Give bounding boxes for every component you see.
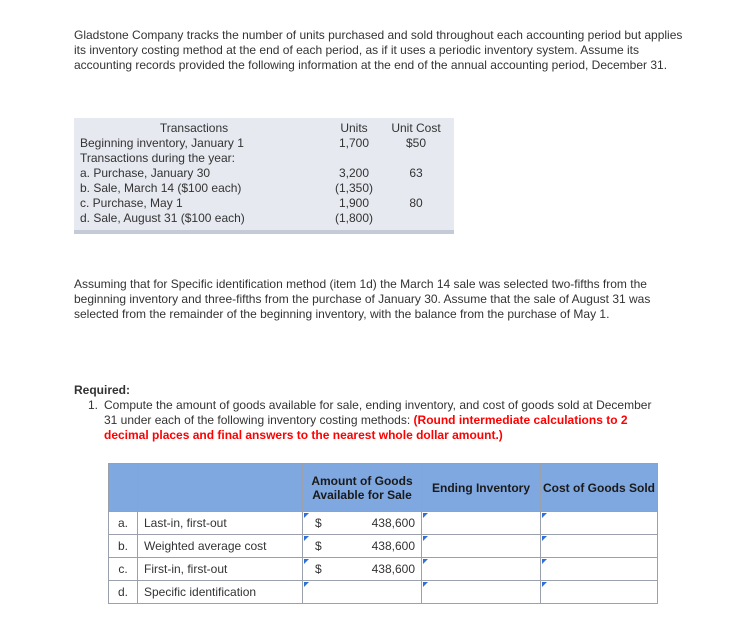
currency-symbol: $ (315, 516, 322, 530)
available-input[interactable] (303, 581, 421, 603)
input-marker-icon (542, 513, 547, 518)
currency-symbol: $ (315, 562, 322, 576)
row-letter: c. (109, 558, 138, 581)
cogs-input[interactable] (541, 535, 657, 557)
input-marker-icon (542, 559, 547, 564)
cogs-input[interactable] (541, 512, 657, 534)
available-value: 438,600 (371, 562, 415, 576)
transaction-label: a. Purchase, January 30 (80, 166, 211, 180)
transaction-row (74, 151, 454, 166)
input-marker-icon (304, 513, 309, 518)
transaction-row (74, 166, 454, 181)
required-instruction: Compute the amount of goods available for sale, ending inventory, and cost of goods sold at December 31 under each of the following inventory costing methods: (104, 398, 652, 427)
input-marker-icon (542, 536, 547, 541)
transaction-label: b. Sale, March 14 ($100 each) (80, 181, 242, 195)
transaction-cost: $50 (405, 136, 427, 150)
available-cell (303, 535, 422, 558)
required-text (104, 398, 664, 443)
input-marker-icon (423, 513, 428, 518)
cogs-input[interactable] (541, 581, 657, 603)
cogs-header: Cost of Goods Sold (541, 464, 658, 512)
ending-inventory-input[interactable] (422, 558, 540, 580)
problem-intro: Gladstone Company tracks the number of units purchased and sold throughout each accounting period but applies its inventory costing method at the end of each period, as if it uses a periodic inventory system. Assume its accounting records provided the following information at the end of the annual accounting period, December 31. (74, 28, 683, 72)
transaction-label: c. Purchase, May 1 (80, 196, 183, 210)
available-value: 438,600 (371, 516, 415, 530)
transaction-label: Transactions during the year: (80, 151, 235, 165)
unit-cost-header: Unit Cost (391, 121, 441, 135)
available-cell (303, 558, 422, 581)
transaction-row (74, 196, 454, 211)
available-cell (303, 512, 422, 535)
transactions-header-row (74, 121, 454, 136)
transaction-units: 3,200 (338, 166, 370, 180)
transaction-units: 1,900 (338, 196, 370, 210)
input-marker-icon (423, 582, 428, 587)
transaction-label: d. Sale, August 31 ($100 each) (80, 211, 245, 225)
method-label: Specific identification (138, 581, 303, 604)
required-title: Required: (74, 383, 131, 397)
transaction-units: (1,350) (334, 181, 374, 195)
table-row (109, 512, 658, 535)
transaction-row (74, 211, 454, 226)
transaction-units: (1,800) (334, 211, 374, 225)
transaction-label: Beginning inventory, January 1 (80, 136, 244, 150)
cogs-input[interactable] (541, 558, 657, 580)
answer-table (108, 463, 658, 604)
transaction-cost: 80 (409, 196, 423, 210)
required-number: 1. (88, 398, 99, 412)
method-label: First-in, first-out (138, 558, 303, 581)
row-letter: b. (109, 535, 138, 558)
transaction-row (74, 136, 454, 151)
input-marker-icon (304, 559, 309, 564)
method-label: Last-in, first-out (138, 512, 303, 535)
table-row (109, 581, 658, 604)
transactions-header: Transactions (159, 121, 229, 135)
units-header: Units (340, 121, 368, 135)
available-header: Amount of Goods Available for Sale (303, 464, 422, 512)
input-marker-icon (423, 536, 428, 541)
table-row (109, 535, 658, 558)
input-marker-icon (304, 536, 309, 541)
transactions-table (74, 118, 454, 234)
row-letter: a. (109, 512, 138, 535)
transaction-row (74, 181, 454, 196)
currency-symbol: $ (315, 539, 322, 553)
row-letter: d. (109, 581, 138, 604)
table-row (109, 558, 658, 581)
available-value: 438,600 (371, 539, 415, 553)
transaction-cost: 63 (409, 166, 423, 180)
input-marker-icon (304, 582, 309, 587)
rounding-note: (Round intermediate calculations to 2 decimal places and final answers to the nearest whole dollar amount.) (104, 413, 628, 442)
assumption-text: Assuming that for Specific identification method (item 1d) the March 14 sale was selected two-fifths from the beginning inventory and three-fifths from the purchase of January 30. Assume that the sale of August 31 was selected from the remainder of the beginning inventory, with the balance from the purchase of May 1. (74, 277, 651, 321)
ending-inventory-input[interactable] (422, 581, 540, 603)
method-label: Weighted average cost (138, 535, 303, 558)
answer-header-row (109, 464, 658, 512)
transaction-units: 1,700 (338, 136, 370, 150)
ending-inventory-input[interactable] (422, 512, 540, 534)
input-marker-icon (542, 582, 547, 587)
ending-inventory-header: Ending Inventory (422, 464, 541, 512)
input-marker-icon (423, 559, 428, 564)
ending-inventory-input[interactable] (422, 535, 540, 557)
